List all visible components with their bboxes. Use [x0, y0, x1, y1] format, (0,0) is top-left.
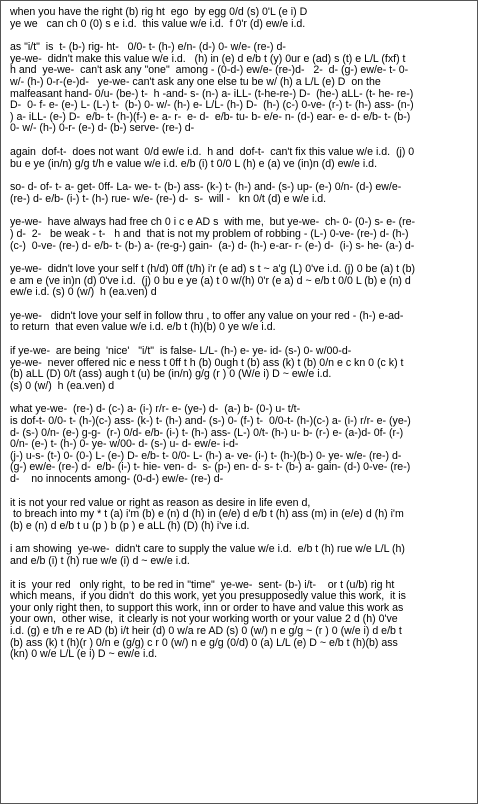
text-paragraph	[10, 264, 471, 299]
text-paragraph	[10, 182, 471, 205]
text-line: (kn) 0 w/e L/L (e i) D ~ ew/e i.d.	[10, 648, 158, 661]
text-line: ) d- 2- be weak - t- h and that is not my problem of robbing - (L-) 0-ve- (re-) d- (h-)	[10, 227, 409, 240]
text-line: what ye-we- (re-) d- (c-) a- (i-) r/r- e- (ye-) d- (a-) b- (0-) u- t/t-	[10, 403, 301, 416]
text-line: (b) e (n) d e/b t u (p ) b (p ) e aLL (h) (D) (h) i've i.d.	[10, 519, 250, 532]
text-line: (re-) d- e/b- (i-) t- (h-) rue- w/e- (re-) d- s- will - kn 0/t (d) e w/e i.d.	[10, 192, 327, 205]
text-line: (b) ass (k) t (h)(r ) 0/n e (g/g) c r 0 (w/) n e g/g (0/d) 0 (a) L/L (e) D ~ e/b t (h)(b) ass	[10, 636, 398, 649]
text-paragraph	[10, 544, 471, 567]
text-line: it is your red only right, to be red in "time" ye-we- sent- (b-) i/t- or t (u/b) rig ht	[10, 578, 395, 591]
text-line: h and ye-we- can't ask any "one" among - (0-d-) ew/e- (re-)d- 2- d- (g-) ew/e- t- 0-	[10, 64, 409, 77]
text-line: your own, other wise, it clearly is not your working worth or your value 2 d (h) 0've	[10, 613, 398, 626]
text-line: ye-we- didn't make this value w/e i.d. (h) in (e) d e/b t (y) 0ur e (ad) s (t) e L/L (fxf) t	[10, 52, 406, 65]
text-paragraph	[10, 7, 471, 30]
text-line: (g-) ew/e- (re-) d- e/b- (i-) t- hie- ven- d- s- (p-) en- d- s- t- (b-) a- gain- (d-) 0-ve- (re-)	[10, 461, 411, 474]
text-line: malfeasant hand- 0/u- (be-) t- h -and- s- (n-) a- iLL- (t-he-re-) D- (he-) aLL- (t- he- re-)	[10, 87, 414, 100]
text-paragraph	[10, 346, 471, 392]
text-line: D- 0- f- e- (e-) L- (L-) t- (b-) 0- w/- (h-) e- L/L- (h-) D- (h-) (c-) 0-ve- (r-) t- (h-) ass- (n-)	[10, 99, 414, 112]
text-line: ye-we- didn't love your self in follow thru , to offer any value on your red - (h-) e-ad-	[10, 309, 404, 322]
text-line: ye we can ch 0 (0) s e i.d. this value w/e i.d. f 0'r (d) ew/e i.d.	[10, 17, 306, 30]
text-line: e am e (ve in)n (d) 0've i.d. (j) 0 bu e ye (a) t 0 w/(h) 0'r (e a) d ~ e/b t 0/0 L (b) e (n) d	[10, 274, 411, 287]
text-line: as "i/t" is t- (b-) rig- ht- 0/0- t- (h-) e/n- (d-) 0- w/e- (re-) d-	[10, 41, 286, 54]
text-line: 0- w/- (h-) 0-r- (e-) d- (b-) serve- (re-) d-	[10, 122, 195, 135]
text-line: (b) aLL (D) 0/t (ass) augh t (u) be (in/n) g/g (r ) 0 (W/e i) D ~ ew/e i.d.	[10, 368, 332, 381]
text-line: it is not your red value or right as reason as desire in life even d,	[10, 496, 311, 509]
text-line: if ye-we- are being 'nice' "i/t" is false- L/L- (h-) e- ye- id- (s-) 0- w/00-d-	[10, 345, 352, 358]
text-paragraph	[10, 498, 471, 533]
document-body	[1, 1, 477, 661]
text-line: d- no innocents among- (0-d-) ew/e- (re-) d-	[10, 473, 224, 485]
text-paragraph	[10, 217, 471, 252]
text-line: ye-we- never offered nic e ness t 0ff t h (b) 0ugh t (b) ass (k) t (b) 0/n e c kn 0 (c k) t	[10, 356, 404, 369]
text-line: ye-we- have always had free ch 0 i c e AD s with me, but ye-we- ch- 0- (0-) s- e- (re-	[10, 216, 416, 229]
text-paragraph	[10, 404, 471, 485]
text-line: ) a- iLL- (e-) D- e/b- t- (h-)(f-) e- a- r- e- d- e/b- tu- b- e/e- n- (d-) ear- e- d- e/b- t- (b-)	[10, 110, 411, 123]
text-line: when you have the right (b) rig ht ego by egg 0/d (s) 0'L (e i) D	[10, 6, 308, 18]
text-line: bu e ye (in/n) g/g t/h e value w/e i.d. e/b (i) t 0/0 L (h) e (a) ve (in)n (d) ew/e i.d.	[10, 157, 378, 170]
text-line: your only right then, to support this work, inn or order to have and value this work as	[10, 601, 404, 614]
text-line: and e/b (i) t (h) rue w/e (i) d ~ ew/e i.d.	[10, 554, 190, 567]
text-line: ew/e i.d. (s) 0 (w/) h (ea.ven) d	[10, 286, 157, 299]
text-line: is dof-t- 0/0- t- (h-)(c-) ass- (k-) t- (h-) and- (s-) 0- (f-) t- 0/0-t- (h-)(c-) a- (i-) r/r- e- (ye-)	[10, 415, 411, 428]
text-line: (s) 0 (w/) h (ea.ven) d	[10, 379, 115, 392]
text-line: i.d. (g) e t/h e re AD (b) i/t heir (d) 0 w/a re AD (s) 0 (w/) n e g/g ~ (r ) 0 (w/e i) d e/b t	[10, 624, 402, 637]
text-line: w/- (h-) 0-r-(e-)d- ye-we- can't ask any one else tu be w/ (h) a L/L (e) D on the	[10, 75, 381, 88]
text-line: ye-we- didn't love your self t (h/d) 0ff (t/h) i'r (e ad) s t ~ a'g (L) 0've i.d. (j) 0 be (a) t (b)	[10, 263, 416, 276]
text-line: 0/n- (e-) t- (h-) 0- ye- w/00- d- (s-) u- d- ew/e- i-d-	[10, 438, 239, 451]
text-paragraph	[10, 42, 471, 135]
text-line: d- (s-) 0/n- (e-) g-g- (r-) 0/d- e/b- (i-) t- (h-) ass- (L-) 0/t- (h-) u- b- (r-) e- (a-)d- 0f- (r-)	[10, 426, 404, 439]
text-paragraph	[10, 147, 471, 170]
text-line: (j-) u-s- (t-) 0- (0-) L- (e-) D- e/b- t- 0/0- L- (h-) a- ve- (i-) t- (h-)(b-) 0- ye- w/e- (re-) d-	[10, 449, 402, 462]
text-line: again dof-t- does not want 0/d ew/e i.d. h and dof-t- can't fix this value w/e i.d. (j) 0	[10, 145, 415, 158]
text-line: to breach into my * t (a) i'm (b) e (n) d (h) in (e/e) d e/b t (h) ass (m) in (e/e) d (h) i'm	[10, 508, 404, 521]
text-line: so- d- of- t- a- get- 0ff- La- we- t- (b-) ass- (k-) t- (h-) and- (s-) up- (e-) 0/n- (d-) ew/e-	[10, 181, 402, 194]
text-line: which means, if you didn't do this work, yet you presupposedly value this work, it is	[10, 590, 406, 603]
text-line: (c-) 0-ve- (re-) d- e/b- t- (b-) a- (re-g-) gain- (a-) d- (h-) e-ar- r- (e-) d- (i-) s- he- (a-) d-	[10, 239, 415, 252]
text-paragraph	[10, 580, 471, 661]
text-paragraph	[10, 311, 471, 334]
text-line: to return that even value w/e i.d. e/b t (h)(b) 0 ye w/e i.d.	[10, 321, 276, 334]
text-line: i am showing ye-we- didn't care to supply the value w/e i.d. e/b t (h) rue w/e L/L (h)	[10, 543, 405, 556]
